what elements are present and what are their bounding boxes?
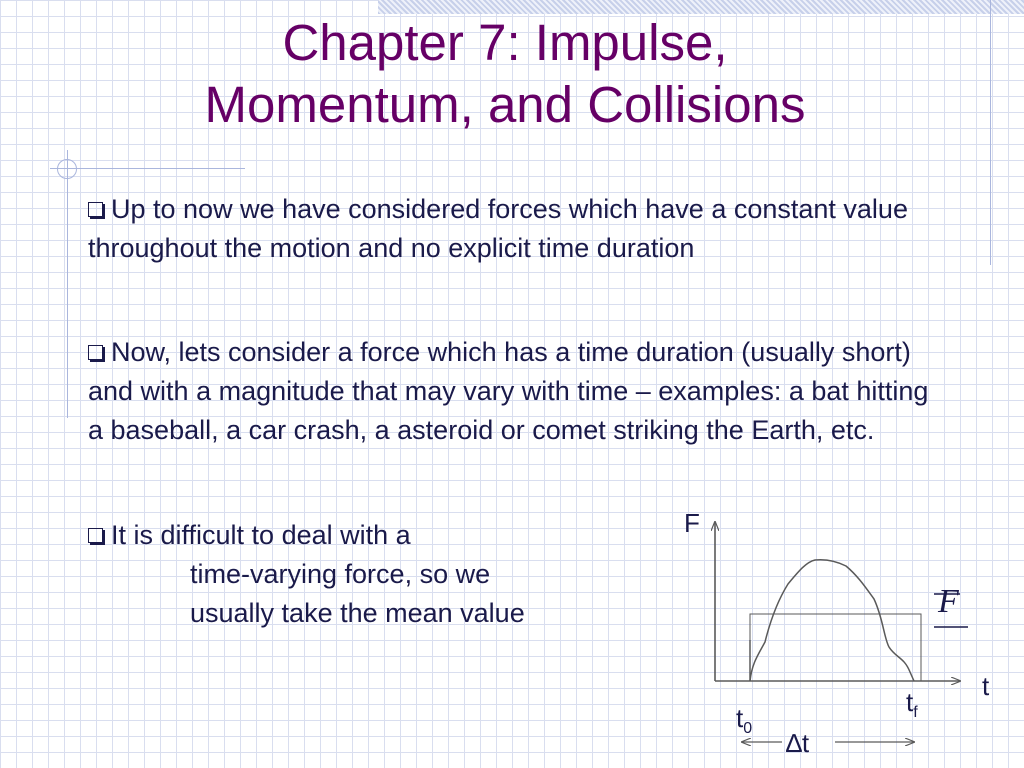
decorative-vertical-line [67, 150, 68, 418]
bullet-text-line-1: It is difficult to deal with a [111, 520, 411, 550]
bullet-text-line-3: usually take the mean value [190, 598, 525, 628]
force-time-graph [670, 500, 1024, 768]
x-axis-label: t [982, 671, 990, 701]
mean-force-rectangle [750, 614, 921, 681]
bullet-text: Up to now we have considered forces which have a constant value throughout the motion and no explicit time duration [88, 194, 908, 263]
bullet-item [88, 190, 938, 268]
title-line-1: Chapter 7: Impulse, [282, 14, 728, 71]
y-axis-label: F [684, 508, 700, 538]
bullet-item [88, 333, 938, 450]
decorative-horizontal-line [50, 168, 245, 169]
decorative-circle [57, 159, 77, 179]
title-line-2: Momentum, and Collisions [204, 76, 806, 133]
slide-title [100, 12, 910, 136]
tf-label: $t_f$ [906, 687, 918, 721]
decorative-right-line [990, 0, 991, 265]
t0-label: $t_0$ [736, 703, 753, 737]
checkbox-bullet-icon [88, 345, 103, 360]
checkbox-bullet-icon [88, 202, 103, 217]
bullet-item [88, 516, 648, 633]
force-curve [750, 560, 914, 681]
mean-force-label: F [938, 583, 959, 620]
delta-t-label: ∆t [786, 728, 810, 758]
bullet-text: Now, lets consider a force which has a time duration (usually short) and with a magnitude that may vary with time – examples: a bat hitting a baseball, a car crash, a asteroid or comet striking the Earth, etc. [88, 337, 929, 445]
checkbox-bullet-icon [88, 528, 103, 543]
bullet-text-line-2: time-varying force, so we [190, 559, 491, 589]
mean-force-symbol [934, 583, 968, 627]
